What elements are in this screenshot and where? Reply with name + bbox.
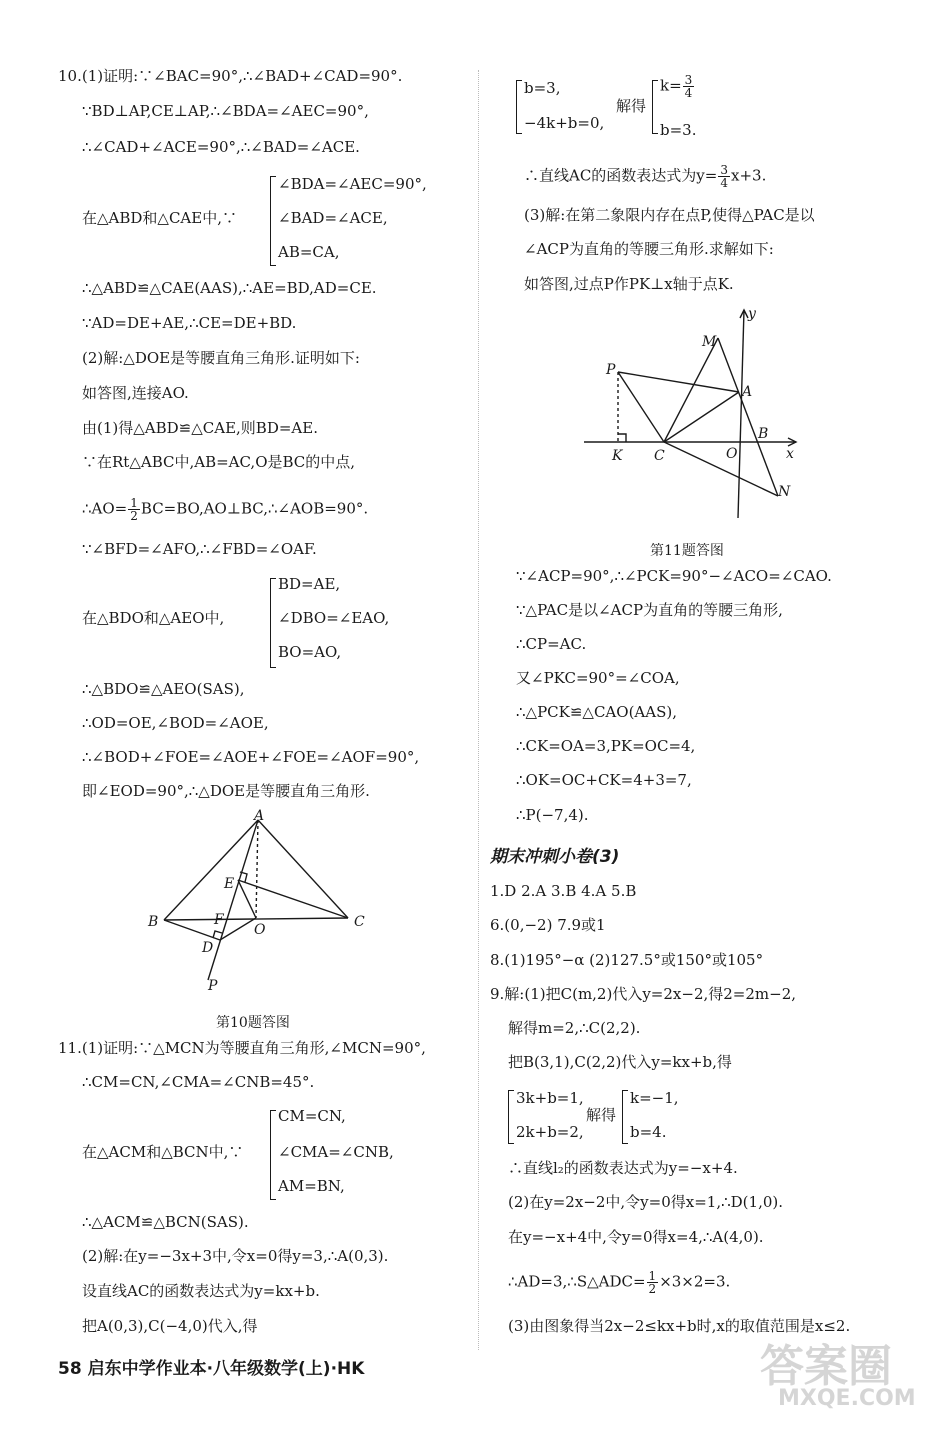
line-ca bbox=[664, 392, 739, 442]
figure-11 bbox=[578, 300, 808, 525]
label-a: A bbox=[254, 808, 265, 824]
label-p: P bbox=[208, 978, 218, 994]
figure-10 bbox=[140, 808, 380, 1008]
line-cm bbox=[664, 338, 718, 442]
label-e: E bbox=[224, 876, 235, 892]
fraction-numerator: 1 bbox=[648, 1269, 657, 1283]
line-ab bbox=[164, 820, 258, 920]
q10-od-oe: ∴OD=OE,∠BOD=∠AOE, bbox=[82, 714, 269, 732]
label-c: C bbox=[654, 448, 665, 464]
answer-9-l2: ∴直线l₂的函数表达式为y=−x+4. bbox=[508, 1159, 738, 1177]
q11-substitute: 把A(0,3),C(−4,0)代入,得 bbox=[82, 1317, 258, 1335]
label-o: O bbox=[726, 446, 738, 462]
system-brace bbox=[508, 1090, 514, 1144]
q11-after-1: ∵∠ACP=90°,∴∠PCK=90°−∠ACO=∠CAO. bbox=[516, 567, 832, 585]
fraction-numerator: 3 bbox=[684, 73, 693, 87]
q11-congruent: ∴△ACM≌△BCN(SAS). bbox=[82, 1213, 249, 1231]
label-c: C bbox=[354, 914, 365, 930]
line-ac bbox=[258, 820, 348, 918]
y-axis bbox=[738, 310, 744, 518]
q11-p3-line-2: ∠ACP为直角的等腰三角形.求解如下: bbox=[524, 240, 774, 258]
system-brace bbox=[516, 80, 522, 134]
label-f: F bbox=[214, 912, 224, 928]
system-brace bbox=[652, 80, 658, 134]
label-b: B bbox=[758, 426, 769, 442]
label-y: y bbox=[748, 306, 756, 322]
sys2-solve: 解得 bbox=[586, 1106, 617, 1124]
answer-9-1: 9.解:(1)把C(m,2)代入y=2x−2,得2=2m−2, bbox=[490, 985, 797, 1003]
q10-line-congruent: ∴△ABD≌△CAE(AAS),∴AE=BD,AD=CE. bbox=[82, 279, 377, 297]
sys1-eq2: −4k+b=0, bbox=[524, 114, 605, 132]
label-x: x bbox=[786, 446, 794, 462]
label-d: D bbox=[202, 940, 214, 956]
sys1-b: b=3. bbox=[660, 121, 697, 139]
label-b: B bbox=[148, 914, 159, 930]
q11-after-4: 又∠PKC=90°=∠COA, bbox=[516, 669, 680, 687]
sys2-k: k=−1, bbox=[630, 1089, 679, 1107]
watermark-bottom: MXQE.COM bbox=[778, 1386, 916, 1411]
half-fraction bbox=[647, 1270, 659, 1295]
fig10-caption: 第10题答图 bbox=[216, 1015, 290, 1031]
answer-9-3: 把B(3,1),C(2,2)代入y=kx+b,得 bbox=[508, 1053, 732, 1071]
q10-line-1: 10.(1)证明:∵∠BAC=90°,∴∠BAD+∠CAD=90°. bbox=[58, 67, 403, 85]
half-fraction bbox=[128, 497, 140, 522]
q10-cond-3: AB=CA, bbox=[278, 243, 340, 261]
line-ac-expression bbox=[524, 164, 766, 189]
q11-in-triangle: 在△ACM和△BCN中,∵ bbox=[82, 1143, 244, 1161]
sys1-eq1: b=3, bbox=[524, 79, 561, 97]
q10-in-triangle: 在△ABD和△CAE中,∵ bbox=[82, 209, 237, 227]
q11-set-ac: 设直线AC的函数表达式为y=kx+b. bbox=[82, 1282, 320, 1300]
column-divider bbox=[478, 70, 479, 1350]
q10-cond-2: ∠BAD=∠ACE, bbox=[278, 209, 388, 227]
line-pc bbox=[618, 372, 664, 442]
fraction-denominator: 4 bbox=[684, 86, 693, 100]
sys2-eq2: 2k+b=2, bbox=[516, 1123, 584, 1141]
q11-after-8: ∴P(−7,4). bbox=[516, 806, 589, 824]
label-o: O bbox=[254, 922, 266, 938]
watermark-logo bbox=[760, 1330, 920, 1420]
system-brace bbox=[622, 1090, 628, 1144]
watermark-top: 答案圈 bbox=[760, 1341, 892, 1392]
label-m: M bbox=[702, 334, 717, 350]
answer-9-d: (2)在y=2x−2中,令y=0得x=1,∴D(1,0). bbox=[508, 1193, 783, 1211]
label-a: A bbox=[742, 384, 753, 400]
q11-line-1: 11.(1)证明:∵△MCN为等腰直角三角形,∠MCN=90°, bbox=[58, 1039, 426, 1057]
q10-bdo-congruent: ∴△BDO≌△AEO(SAS), bbox=[82, 680, 245, 698]
right-angle-k bbox=[618, 434, 626, 442]
q10-angle-sum: ∴∠BOD+∠FOE=∠AOE+∠FOE=∠AOF=90°, bbox=[82, 748, 420, 766]
fraction-denominator: 2 bbox=[648, 1282, 657, 1296]
fraction-denominator: 4 bbox=[720, 176, 728, 190]
fraction-numerator: 3 bbox=[720, 163, 728, 177]
q11-part2: (2)解:在y=−3x+3中,令x=0得y=3,∴A(0,3). bbox=[82, 1247, 389, 1265]
right-angle-d bbox=[213, 931, 222, 938]
fraction-denominator: 2 bbox=[130, 509, 138, 523]
q11-line-2: ∴CM=CN,∠CMA=∠CNB=45°. bbox=[82, 1073, 315, 1091]
line-ap bbox=[208, 820, 258, 980]
q10-ao-line bbox=[82, 497, 368, 522]
q10-conclusion: 即∠EOD=90°,∴△DOE是等腰直角三角形. bbox=[82, 782, 370, 800]
q11-cond-2: ∠CMA=∠CNB, bbox=[278, 1143, 394, 1161]
q10-cond-1: ∠BDA=∠AEC=90°, bbox=[278, 175, 427, 193]
q10-rt: ∵在Rt△ABC中,AB=AC,O是BC的中点, bbox=[82, 453, 356, 471]
q11-after-5: ∴△PCK≌△CAO(AAS), bbox=[516, 703, 677, 721]
answer-8: 8.(1)195°−α (2)127.5°或150°或105° bbox=[490, 951, 764, 969]
fraction-numerator: 1 bbox=[130, 496, 138, 510]
page-footer: 58 启东中学作业本·八年级数学(上)·HK bbox=[58, 1359, 365, 1379]
q11-p3-line-3: 如答图,过点P作PK⊥x轴于点K. bbox=[524, 275, 734, 293]
q11-cond-3: AM=BN, bbox=[278, 1177, 345, 1195]
section-title: 期末冲刺小卷(3) bbox=[490, 847, 620, 867]
q10-line-3: ∴∠CAD+∠ACE=90°,∴∠BAD=∠ACE. bbox=[82, 138, 360, 156]
line-do bbox=[220, 918, 256, 940]
line-pa bbox=[618, 372, 739, 392]
q10-from1: 由(1)得△ABD≌△CAE,则BD=AE. bbox=[82, 419, 318, 437]
q10-cond2-1: BD=AE, bbox=[278, 575, 341, 593]
q10-line-2: ∵BD⊥AP,CE⊥AP,∴∠BDA=∠AEC=90°, bbox=[82, 102, 369, 120]
label-k: K bbox=[612, 448, 623, 464]
q11-after-7: ∴OK=OC+CK=4+3=7, bbox=[516, 771, 692, 789]
q10-ao-pre: ∴AO= bbox=[82, 499, 128, 518]
system-brace bbox=[270, 578, 276, 668]
three-quarters bbox=[683, 74, 695, 99]
answers-6-7: 6.(0,−2) 7.9或1 bbox=[490, 916, 606, 934]
answer-9-a: 在y=−x+4中,令y=0得x=4,∴A(4,0). bbox=[508, 1228, 764, 1246]
line-ao bbox=[256, 820, 258, 918]
sys1-k bbox=[660, 74, 695, 99]
line-ac-post: x+3. bbox=[731, 166, 767, 185]
area-pre: ∴AD=3,∴S△ADC= bbox=[508, 1272, 646, 1291]
q11-after-3: ∴CP=AC. bbox=[516, 635, 587, 653]
fig11-caption: 第11题答图 bbox=[650, 543, 724, 559]
q10-line-ce: ∵AD=DE+AE,∴CE=DE+BD. bbox=[82, 314, 297, 332]
answer-9-area bbox=[508, 1270, 730, 1295]
area-post: ×3×2=3. bbox=[659, 1272, 731, 1291]
q11-p3-line-1: (3)解:在第二象限内存在点P,使得△PAC是以 bbox=[524, 206, 815, 224]
answer-9-2: 解得m=2,∴C(2,2). bbox=[508, 1019, 641, 1037]
answers-1-5: 1.D 2.A 3.B 4.A 5.B bbox=[490, 882, 637, 900]
label-p: P bbox=[606, 362, 616, 378]
q10-bfd: ∵∠BFD=∠AFO,∴∠FBD=∠OAF. bbox=[82, 540, 317, 558]
line-ac-pre: ∴直线AC的函数表达式为y= bbox=[524, 166, 718, 185]
line-bd bbox=[164, 920, 220, 940]
q11-cond-1: CM=CN, bbox=[278, 1107, 346, 1125]
system-brace bbox=[270, 176, 276, 266]
q10-in-triangle-2: 在△BDO和△AEO中, bbox=[82, 609, 225, 627]
sys2-eq1: 3k+b=1, bbox=[516, 1089, 584, 1107]
sys1-k-label: k= bbox=[660, 76, 682, 95]
sys1-solve: 解得 bbox=[616, 97, 647, 115]
three-quarters bbox=[718, 164, 730, 189]
q10-cond2-2: ∠DBO=∠EAO, bbox=[278, 609, 390, 627]
sys2-b: b=4. bbox=[630, 1123, 667, 1141]
q10-cond2-3: BO=AO, bbox=[278, 643, 342, 661]
q10-ao-post: BC=BO,AO⊥BC,∴∠AOB=90°. bbox=[140, 499, 369, 518]
q10-part2: (2)解:△DOE是等腰直角三角形.证明如下: bbox=[82, 349, 360, 367]
system-brace bbox=[270, 1110, 276, 1200]
label-n: N bbox=[778, 484, 791, 500]
q11-after-2: ∵△PAC是以∠ACP为直角的等腰三角形, bbox=[516, 601, 783, 619]
answer-9-range: (3)由图象得当2x−2≤kx+b时,x的取值范围是x≤2. bbox=[508, 1317, 851, 1335]
q10-connect-ao: 如答图,连接AO. bbox=[82, 384, 189, 402]
q11-after-6: ∴CK=OA=3,PK=OC=4, bbox=[516, 737, 696, 755]
